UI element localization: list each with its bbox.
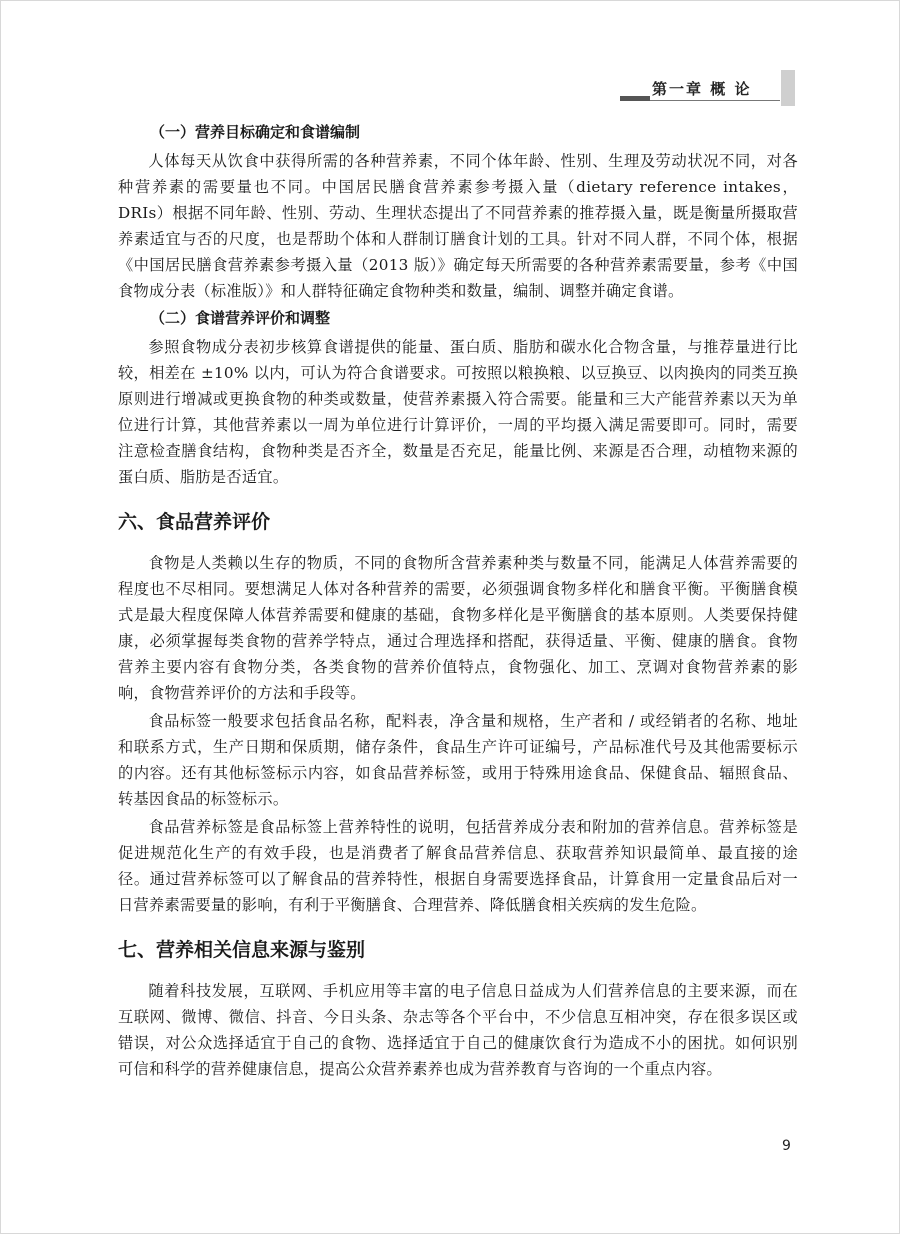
paragraph: 食品标签一般要求包括食品名称，配料表，净含量和规格，生产者和 / 或经销者的名称、地址和联系方式，生产日期和保质期，储存条件，食品生产许可证编号，产品标准代号及其他需要标示的内容。还有其他标签标示内容，如食品营养标签，或用于特殊用途食品、保健食品、辐照食品、转基因食品的标签标示。	[118, 712, 798, 808]
paragraph: 随着科技发展，互联网、手机应用等丰富的电子信息日益成为人们营养信息的主要来源，而在互联网、微博、微信、抖音、今日头条、杂志等各个平台中，不少信息互相冲突，存在很多误区或错误，对公众选择适宜于自己的食物、选择适宜于自己的健康饮食行为造成不小的困扰。如何识别可信和科学的营养健康信息，提高公众营养素养也成为营养教育与咨询的一个重点内容。	[118, 982, 798, 1078]
section-heading-6: 六、食品营养评价	[118, 511, 271, 533]
chapter-title: 第一章 概 论	[652, 80, 752, 98]
paragraph: 参照食物成分表初步核算食谱提供的能量、蛋白质、脂肪和碳水化合物含量，与推荐量进行比较，相差在 ±10% 以内，可认为符合食谱要求。可按照以粮换粮、以豆换豆、以肉换肉的同类互换原则进行增减或更换食物的种类或数量，使营养素摄入符合需要。能量和三大产能营养素以天为单位进行计算，其他营养素以一周为单位进行计算评价，一周的平均摄入满足需要即可。同时，需要注意检查膳食结构，食物种类是否齐全，数量是否充足，能量比例、来源是否合理，动植物来源的蛋白质、脂肪是否适宜。	[118, 338, 798, 486]
header-bar-decoration	[620, 96, 650, 101]
paragraph: 人体每天从饮食中获得所需的各种营养素，不同个体年龄、性别、生理及劳动状况不同，对各种营养素的需要量也不同。中国居民膳食营养素参考摄入量（dietary reference intakes，DRIs）根据不同年龄、性别、劳动、生理状态提出了不同营养素的推荐摄入量，既是衡量所摄取营养素适宜与否的尺度，也是帮助个体和人群制订膳食计划的工具。针对不同人群，不同个体，根据《中国居民膳食营养素参考摄入量（2013 版）》确定每天所需要的各种营养素需要量，参考《中国食物成分表（标准版）》和人群特征确定食物种类和数量，编制、调整并确定食谱。	[118, 152, 798, 300]
paragraph: 食品营养标签是食品标签上营养特性的说明，包括营养成分表和附加的营养信息。营养标签是促进规范化生产的有效手段，也是消费者了解食品营养信息、获取营养知识最简单、最直接的途径。通过营养标签可以了解食品的营养特性，根据自身需要选择食品，计算食用一定量食品后对一日营养素需要量的影响，有利于平衡膳食、合理营养、降低膳食相关疾病的发生危险。	[118, 818, 798, 914]
page-body	[118, 120, 798, 1084]
subsection-heading-1: （一）营养目标确定和食谱编制	[150, 123, 361, 141]
paragraph: 食物是人类赖以生存的物质，不同的食物所含营养素种类与数量不同，能满足人体营养需要的程度也不尽相同。要想满足人体对各种营养的需要，必须强调食物多样化和膳食平衡。平衡膳食模式是最大程度保障人体营养需要和健康的基础，食物多样化是平衡膳食的基本原则。人类要保持健康，必须掌握每类食物的营养学特点，通过合理选择和搭配，获得适量、平衡、健康的膳食。食物营养主要内容有食物分类，各类食物的营养价值特点，食物强化、加工、烹调对食物营养素的影响，食物营养评价的方法和手段等。	[118, 554, 798, 702]
header-tab-decoration	[781, 70, 795, 106]
running-header	[620, 70, 795, 106]
header-rule	[650, 100, 780, 101]
section-heading-7: 七、营养相关信息来源与鉴别	[118, 939, 366, 961]
page-number: 9	[782, 1138, 791, 1154]
subsection-heading-2: （二）食谱营养评价和调整	[150, 309, 331, 327]
